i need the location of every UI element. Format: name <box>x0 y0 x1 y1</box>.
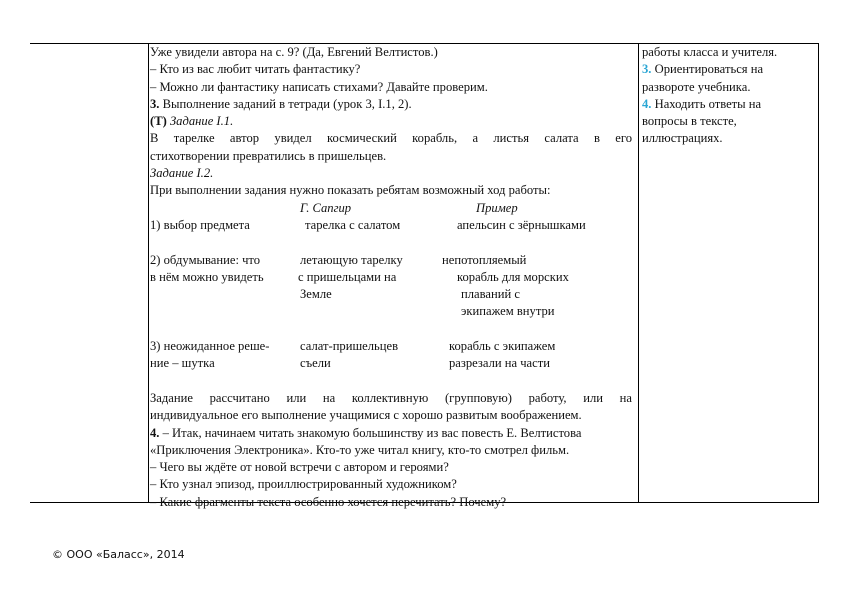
question-line: – Какие фрагменты текста особенно хочется перечитать? Почему? <box>150 494 507 509</box>
skill-line: вопросы в тексте, <box>642 114 737 129</box>
question-line: – Чего вы ждёте от новой встречи с автором и героями? <box>150 460 449 475</box>
task-marker: (Т) <box>150 114 167 129</box>
skill-line: развороте учебника. <box>642 79 751 94</box>
question-line: – Кто узнал эпизод, проиллюстрированный художником? <box>150 477 457 492</box>
comparison-row <box>150 269 632 286</box>
text-line: индивидуальное его выполнение учащимися с хорошо развитым воображением. <box>150 408 582 423</box>
step-text: – Итак, начинаем читать знакомую большинству из вас повесть Е. Велтистова <box>159 425 582 440</box>
skill-item-4 <box>642 96 812 113</box>
skill-line: работы класса и учителя. <box>642 45 778 59</box>
text-line: Уже увидели автора на с. 9? (Да, Евгений Велтистов.) <box>150 45 438 59</box>
author-cell: Земле <box>300 287 332 302</box>
step-number: 3. <box>150 96 160 111</box>
author-header: Г. Сапгир <box>300 200 352 215</box>
skill-item-3 <box>642 61 812 78</box>
lesson-content-column <box>150 44 632 511</box>
skill-text: Ориентироваться на <box>651 62 764 77</box>
skill-line: иллюстрациях. <box>642 131 723 146</box>
example-cell: экипажем внутри <box>461 304 555 319</box>
copyright-footer: © ООО «Баласс», 2014 <box>52 548 185 561</box>
row-label: ние – шутка <box>150 356 215 371</box>
row-label: 3) неожиданное реше- <box>150 339 270 354</box>
row-label: 2) обдумывание: что <box>150 252 261 267</box>
skill-text: Находить ответы на <box>651 96 762 111</box>
lesson-table <box>30 43 819 509</box>
author-cell: тарелка с салатом <box>305 217 401 232</box>
skill-number: 3. <box>642 62 652 77</box>
comparison-row <box>150 217 632 234</box>
text-line: Задание рассчитано или на коллективную (групповую) работу, или на <box>150 390 632 405</box>
author-cell: летающую тарелку <box>300 252 403 267</box>
author-cell: с пришельцами на <box>298 269 397 284</box>
comparison-row <box>150 252 632 269</box>
comparison-row <box>150 286 632 303</box>
example-cell: непотопляемый <box>442 252 527 267</box>
column-divider-2 <box>638 44 639 502</box>
author-cell: салат-пришельцев <box>300 339 399 354</box>
comparison-row <box>150 338 632 355</box>
author-cell: съели <box>300 356 331 371</box>
step-text: Выполнение заданий в тетради (урок 3, I.1, 2). <box>159 96 412 111</box>
step-heading-3 <box>150 96 632 113</box>
example-header: Пример <box>476 200 518 215</box>
column-divider-3 <box>818 44 819 502</box>
comparison-row <box>150 355 632 372</box>
example-cell: разрезали на части <box>449 356 550 371</box>
text-line: При выполнении задания нужно показать ребятам возможный ход работы: <box>150 183 551 198</box>
row-label: 1) выбор предмета <box>150 217 250 232</box>
text-line: стихотворении превратились в пришельцев. <box>150 148 387 163</box>
task-title: Задание I.2. <box>150 166 214 181</box>
text-line: В тарелке автор увидел космический корабль, а листья салата в его <box>150 131 632 146</box>
example-cell: апельсин с зёрнышками <box>457 217 586 232</box>
text-line: «Приключения Электроника». Кто-то уже читал книгу, кто-то смотрел фильм. <box>150 442 570 457</box>
skill-number: 4. <box>642 96 652 111</box>
text-line: – Можно ли фантастику написать стихами? Давайте проверим. <box>150 79 488 94</box>
comparison-row <box>150 303 632 320</box>
example-cell: корабль с экипажем <box>449 339 556 354</box>
text-line: – Кто из вас любит читать фантастику? <box>150 62 361 77</box>
row-label: в нём можно увидеть <box>150 269 264 284</box>
step-heading-4 <box>150 425 632 442</box>
task-title: Задание I.1. <box>166 114 234 129</box>
example-cell: плаваний с <box>461 287 520 302</box>
step-number: 4. <box>150 425 160 440</box>
comparison-header <box>150 200 632 217</box>
column-divider-1 <box>148 44 149 502</box>
example-cell: корабль для морских <box>457 269 569 284</box>
task-heading <box>150 113 632 130</box>
skills-column <box>642 44 812 148</box>
